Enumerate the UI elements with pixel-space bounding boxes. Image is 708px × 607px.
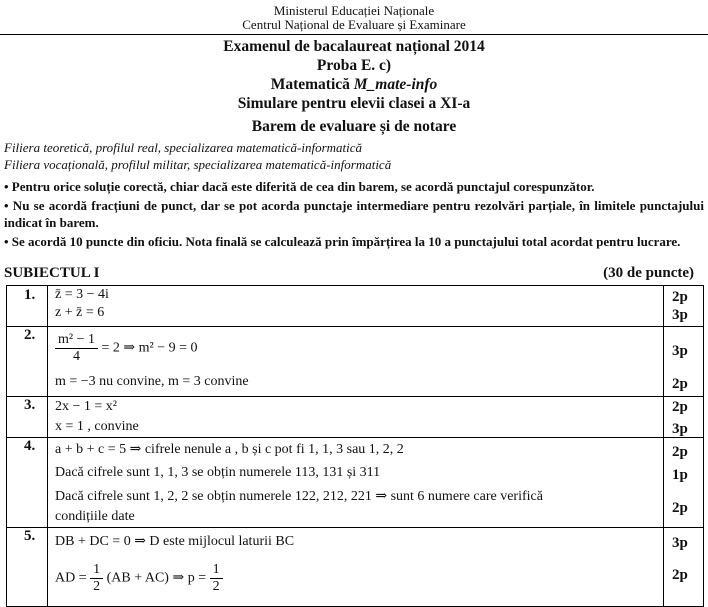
filiera-1: Filiera teoretică, profilul real, specializarea matematică-informatică xyxy=(4,140,363,155)
fraction-half-2 xyxy=(210,562,223,595)
rule-1: • Pentru orice soluție corectă, chiar dacă este diferită de cea din barem, se acordă punctajul corespunzător. xyxy=(4,179,595,194)
fraction xyxy=(55,332,98,365)
item-4-line-3: Dacă cifrele sunt 1, 2, 2 se obțin numerele 122, 212, 221 ⇒ sunt 6 numere care verifică xyxy=(55,489,543,504)
item-5-line-2 xyxy=(55,562,223,595)
item-5-mid: (AB + AC) ⇒ p = xyxy=(106,570,207,586)
item-5-lhs: AD = xyxy=(55,570,87,586)
filiera-2: Filiera vocațională, profilul militar, specializarea matematică-informatică xyxy=(4,157,392,172)
rule-3: • Se acordă 10 puncte din oficiu. Nota finală se calculează prin împărțirea la 10 a punctajului total acordat pentru lucrare. xyxy=(4,234,681,249)
rule-2: • Nu se acordă fracțiuni de punct, dar se pot acorda punctaje intermediare pentru rezolvări parțiale, în limitele punctajului indicat în barem. xyxy=(4,198,704,230)
exam-simulation: Simulare pentru elevii clasei a XI-a xyxy=(237,95,471,112)
item-5-score-1: 3p xyxy=(672,535,688,551)
item-1-score-1: 2p xyxy=(672,289,688,305)
exam-barem: Barem de evaluare și de notare xyxy=(251,118,457,135)
item-4-score-2: 1p xyxy=(672,467,688,483)
item-1-line-1: z̄ = 3 − 4i xyxy=(55,287,109,302)
item-2-score-2: 2p xyxy=(672,376,688,392)
item-1-line-2: z + z̄ = 6 xyxy=(55,305,105,320)
item-2-line-2: m = −3 nu convine, m = 3 convine xyxy=(55,374,249,389)
fraction-denominator: 2 xyxy=(212,579,220,594)
item-3-line-2: x = 1 , convine xyxy=(55,419,139,434)
item-1-score-2: 3p xyxy=(672,307,688,323)
subject-points: (30 de puncte) xyxy=(603,265,694,281)
item-number-1: 1. xyxy=(24,287,36,303)
item-4-line-1: a + b + c = 5 ⇒ cifrele nenule a , b și c pot fi 1, 1, 3 sau 1, 2, 2 xyxy=(55,442,404,457)
fraction-half-1 xyxy=(90,562,103,595)
subject-title: SUBIECTUL I xyxy=(4,265,100,281)
ministry-name: Ministerul Educației Naționale xyxy=(273,3,435,18)
content-cell-1 xyxy=(47,285,664,327)
subject-name: Matematică xyxy=(270,76,350,93)
item-4-score-1: 2p xyxy=(672,444,688,460)
subject-profile: M_mate-info xyxy=(353,76,438,93)
item-2-line-1 xyxy=(55,332,198,365)
item-4-line-2: Dacă cifrele sunt 1, 1, 3 se obțin numerele 113, 131 și 311 xyxy=(55,465,381,480)
item-number-4: 4. xyxy=(24,438,36,454)
item-number-2 xyxy=(24,327,35,344)
item-5-score-2: 2p xyxy=(672,567,688,583)
exam-title: Examenul de bacalaureat național 2014 xyxy=(223,38,485,55)
item-3-score-2: 3p xyxy=(672,421,688,437)
item-number-5: 5. xyxy=(24,528,36,544)
item-5-line-1: DB + DC = 0 ⇒ D este mijlocul laturii BC xyxy=(55,534,295,549)
item-2-score-1: 3p xyxy=(672,343,688,359)
fraction-numerator: m² − 1 xyxy=(55,332,98,349)
item-3-score-1: 2p xyxy=(672,399,688,415)
item-4-score-3: 2p xyxy=(672,500,688,516)
header-divider xyxy=(0,34,708,35)
content-cell-3 xyxy=(47,396,664,438)
fraction-numerator: 1 xyxy=(210,562,223,579)
exam-proba: Proba E. c) xyxy=(316,57,392,74)
exam-subject xyxy=(0,76,708,94)
fraction-numerator: 1 xyxy=(90,562,103,579)
item-number-2-text: 2. xyxy=(24,327,36,343)
fraction-denominator: 4 xyxy=(72,349,80,364)
item-2-equation: = 2 ⇒ m² − 9 = 0 xyxy=(101,340,198,356)
item-number-3: 3. xyxy=(24,397,36,413)
fraction-denominator: 2 xyxy=(93,579,101,594)
item-4-line-4: condițiile date xyxy=(55,509,135,524)
item-3-line-1: 2x − 1 = x² xyxy=(55,399,117,414)
center-name: Centrul Național de Evaluare și Examinare xyxy=(242,17,466,32)
